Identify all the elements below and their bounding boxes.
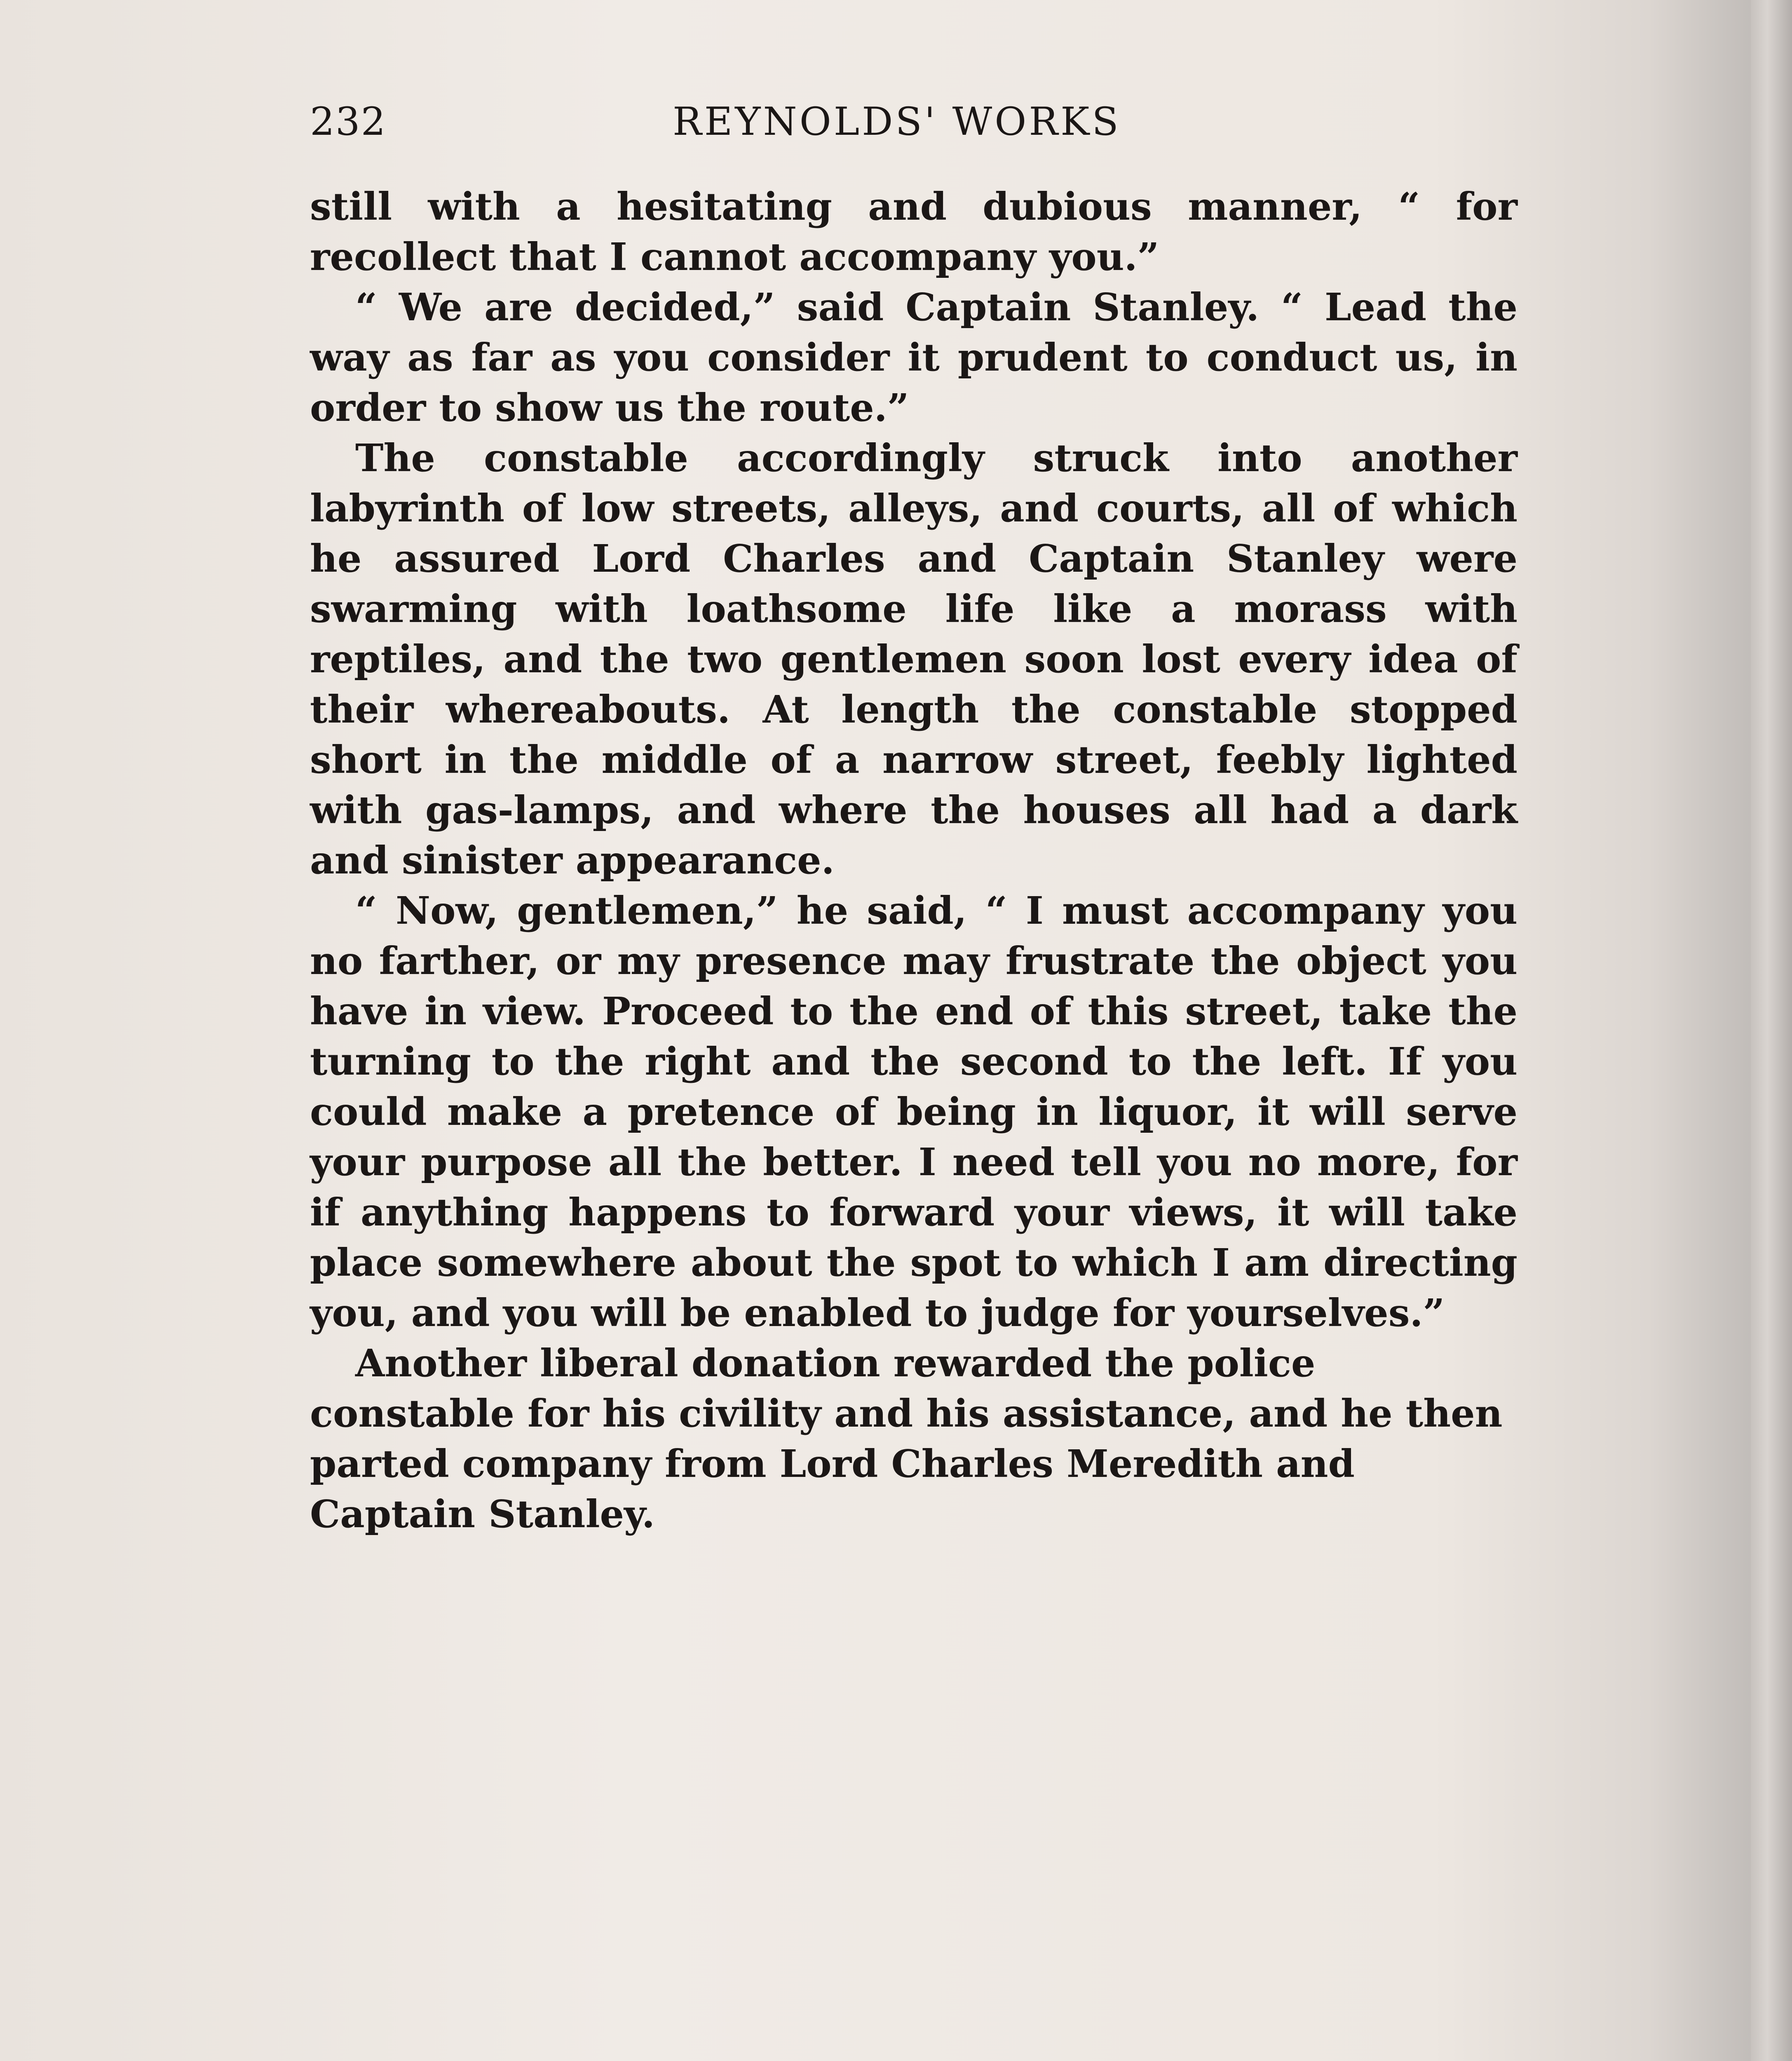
paragraph-2: “ We are decided,” said Captain Stanley. “ Lead the way as far as you consider it prudent to conduct us, in order to show us the route.” bbox=[310, 285, 1518, 430]
page-header bbox=[310, 93, 1518, 151]
paragraph-4: “ Now, gentlemen,” he said, “ I must accompany you no farther, or my presence may frustrate the object you have in view. Proceed to the end of this street, take the turning to the right and the second to the left. If you could make a pretence of being in liquor, it will serve your purpose all the better. I need tell you no more, for if anything happens to forward your views, it will take place somewhere about the spot to which I am directing you, and you will be enabled to judge for yourselves.” bbox=[310, 888, 1518, 1335]
paragraph-1: still with a hesitating and dubious manner, “ for recollect that I cannot accompany you.” bbox=[310, 184, 1518, 279]
running-head: REYNOLDS' WORKS bbox=[673, 99, 1121, 144]
body-text bbox=[310, 181, 1518, 1539]
paragraph-3: The constable accordingly struck into another labyrinth of low streets, alleys, and courts, all of which he assured Lord Charles and Captain Stanley were swarming with loathsome life like a morass with reptiles, and the two gentlemen soon lost every idea of their whereabouts. At length the constable stopped short in the middle of a narrow street, feebly lighted with gas-lamps, and where the houses all had a dark and sinister appearance. bbox=[310, 436, 1518, 883]
page-number: 232 bbox=[310, 99, 387, 144]
paragraph-5: Another liberal donation rewarded the police constable for his civility and his assistance, and he then parted company from Lord Charles Meredith and Captain Stanley. bbox=[310, 1341, 1503, 1536]
page-edge-shadow bbox=[1751, 0, 1792, 2061]
